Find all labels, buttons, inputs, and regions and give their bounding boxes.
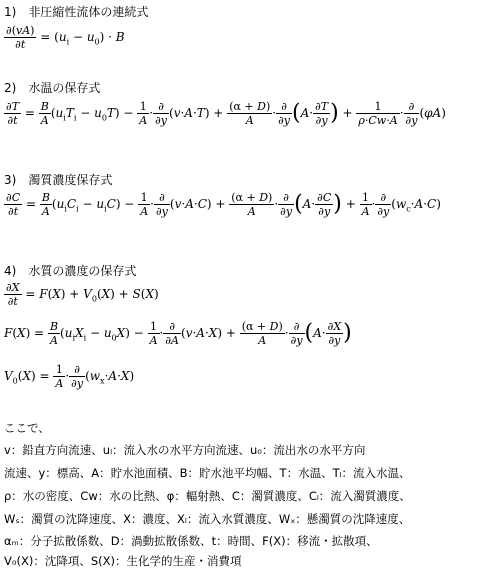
section-1-title: 1) 非圧縮性流体の連続式 [4,5,149,19]
notes-intro: ここで、 [4,421,50,435]
section-4-title: 4) 水質の濃度の保存式 [4,264,137,278]
notes-line-5: αₘ：分子拡散係数、D：渦動拡散係数、t：時間、F(X)：移流・拡散項、 [4,534,378,548]
equation-advection-diffusion: F(X) = $\frac{B}{A}$ $(u_iX_i - u_0X)$ − $\frac{1}{A}$ · $\frac{\partial}{\partial A}$ (v·A·X) + $\frac{(\alpha + D)}{A}$ · $\frac{\partial}{\partial y}$ (A· $\frac{\partial X}{\partial y}$ ) [4,320,352,347]
equation-continuity: $\frac{\partial(vA)}{\partial t}$ = $(u_i - u_0) \cdot B$ [6,24,125,51]
equation-turbidity: $\frac{\partial C}{\partial t}$ = $\frac{B}{A}$ $(u_iC_i - u_iC)$ − $\frac{1}{A}$ · $\frac{\partial}{\partial y}$ (v·A·C) + $\frac{(\alpha + D)}{A}$ · $\frac{\partial}{\partial y}$ (A· $\frac{\partial C}{\partial y}$ ) + $\frac{1}{A}$ · $\frac{\partial}{\partial y}$ $(w_c\cdot A\cdot C)$ [6,191,441,218]
equation-temperature: $\frac{\partial T}{\partial t}$ = $\frac{B}{A}$ $(u_iT_i - u_0T)$ − $\frac{1}{A}$ · $\frac{\partial}{\partial y}$ (v·A·T) + $\frac{(\alpha + D)}{A}$ · $\frac{\partial}{\partial y}$ (A· $\frac{\partial T}{\partial y}$ ) + $\frac{1}{\rho\cdot Cw\cdot A}$ · $\frac{\partial}{\partial y}$ (φA) [6,100,446,127]
section-3-title: 3) 濁質濃度保存式 [4,173,113,187]
section-2-title: 2) 水温の保存式 [4,81,101,95]
equation-quality-main: $\frac{\partial X}{\partial t}$ = $F(X) + V_0(X) + S(X)$ [6,281,159,308]
notes-line-4: Wₛ：濁質の沈降速度、X：濃度、Xₗ：流入水質濃度、Wₓ：懸濁質の沈降速度、 [4,512,411,526]
equation-settling: $V_0(X)$ = $\frac{1}{A}$ · $\frac{\partial}{\partial y}$ $(w_x\cdot A\cdot X)$ [4,363,135,390]
notes-line-3: ρ：水の密度、Cw：水の比熱、φ：輻射熱、C：濁質濃度、Cₗ：流入濁質濃度、 [4,489,411,503]
notes-line-6: V₀(X)：沈降項、S(X)：生化学的生産・消費項 [4,554,242,568]
notes-line-1: v：鉛直方向流速、uₗ：流入水の水平方向流速、u₀：流出水の水平方向 [4,443,366,457]
notes-line-2: 流速、y：標高、A：貯水池面積、B：貯水池平均幅、T：水温、Tₗ：流入水温、 [4,466,411,480]
